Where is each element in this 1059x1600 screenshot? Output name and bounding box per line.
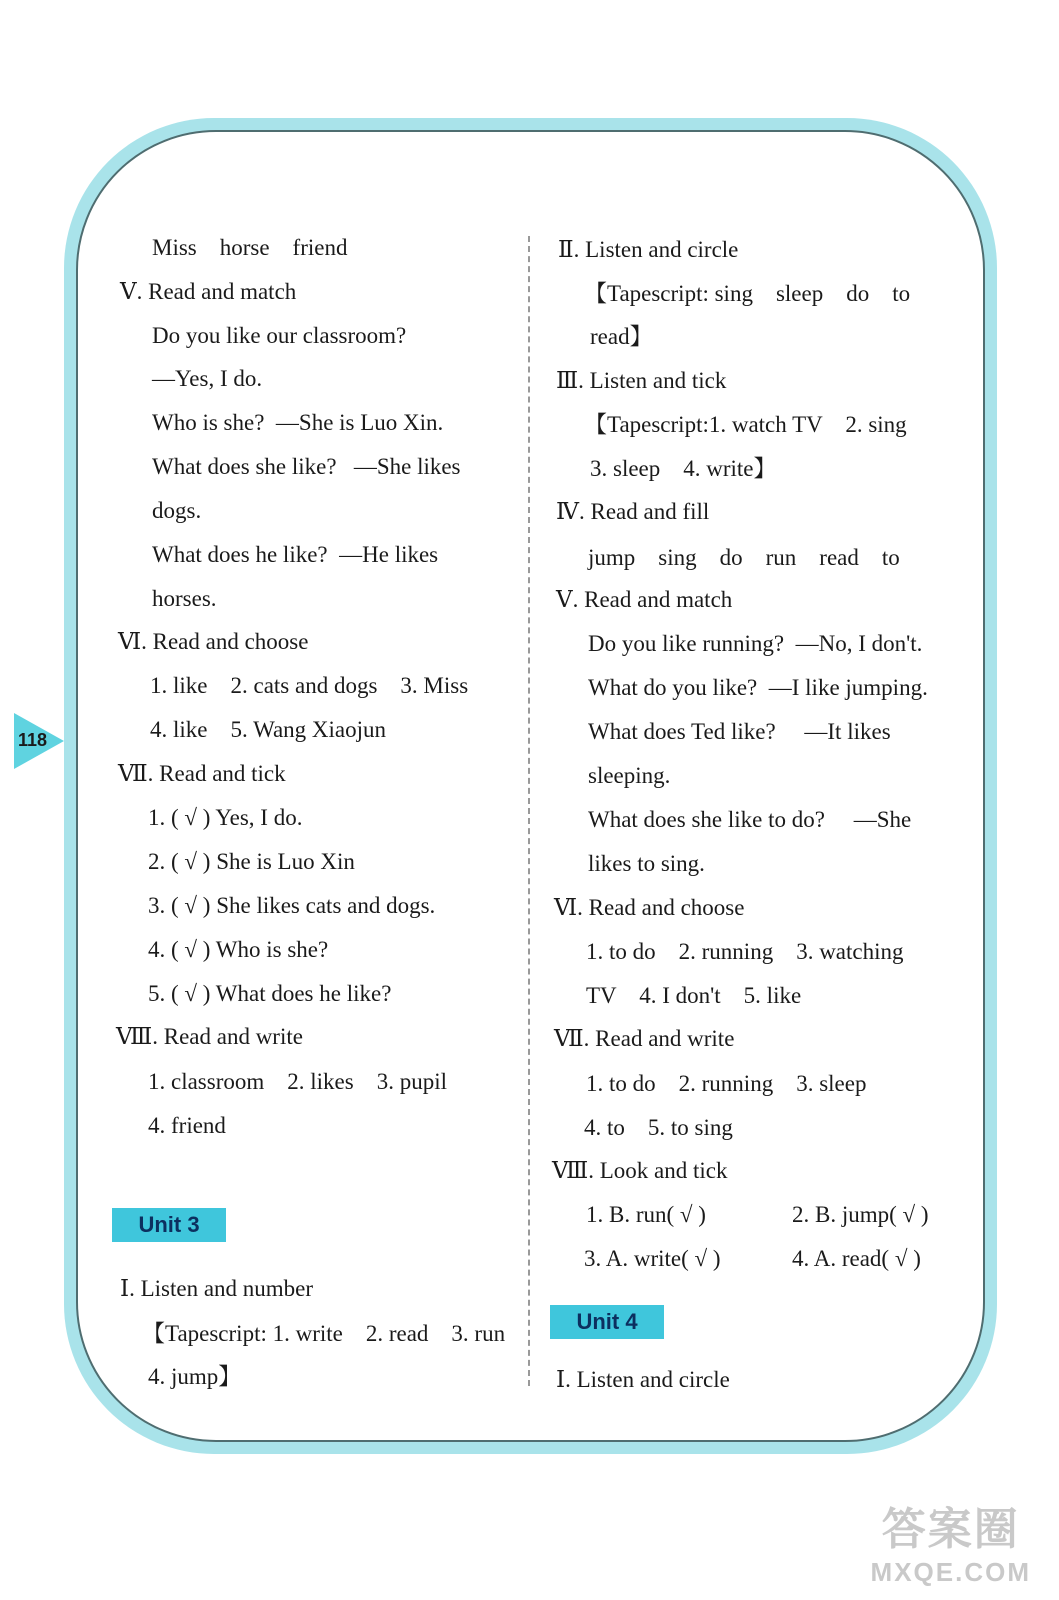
right-line: 4. to 5. to sing [584,1115,733,1140]
right-line: 2. B. jump( √ ) [792,1202,929,1227]
watermark-title: 答案圈 [881,1505,1020,1554]
page-number: 118 [18,730,48,750]
section-heading: Ⅲ. Listen and tick [556,368,727,393]
right-line: Do you like running? —No, I don't. [588,631,923,656]
left-line: 4. ( √ ) Who is she? [148,937,329,962]
left-line: What does he like? —He likes [152,542,439,567]
left-line: 4. friend [148,1113,226,1138]
section-heading: Ⅰ. Listen and circle [556,1367,730,1392]
watermark-url: MXQE.COM [870,1557,1031,1587]
section-heading: Ⅱ. Listen and circle [558,237,739,262]
section-heading: Ⅴ. Read and match [120,279,297,304]
right-line: What does she like to do? —She [588,807,912,832]
right-line: likes to sing. [588,851,705,876]
right-line: 3. A. write( √ ) [584,1246,721,1271]
left-line: 4. jump】 [148,1364,242,1389]
right-line: TV 4. I don't 5. like [586,983,802,1008]
section-heading: Ⅰ. Listen and number [120,1276,314,1301]
section-heading: Ⅵ. Read and choose [118,629,309,654]
section-heading: Ⅵ. Read and choose [554,895,745,920]
right-line: sleeping. [588,763,671,788]
section-heading: Ⅳ. Read and fill [556,499,710,524]
right-line: jump sing do run read to [588,545,900,570]
right-line: 4. A. read( √ ) [792,1246,921,1271]
left-line: 1. ( √ ) Yes, I do. [148,805,303,830]
unit-badge: Unit 3 [112,1208,226,1242]
right-line: 【Tapescript: sing sleep do to [584,281,911,306]
left-line: Who is she? —She is Luo Xin. [152,410,444,435]
unit-badge: Unit 4 [550,1305,664,1339]
left-line: 【Tapescript: 1. write 2. read 3. run [142,1321,506,1346]
left-line: Do you like our classroom? [152,323,407,348]
right-line: 3. sleep 4. write】 [590,456,777,481]
left-line: 4. like 5. Wang Xiaojun [150,717,386,742]
left-line: —Yes, I do. [152,366,263,391]
left-line: Miss horse friend [152,235,348,260]
watermark-logo [871,1493,1031,1588]
left-line: 3. ( √ ) She likes cats and dogs. [148,893,436,918]
column-divider [528,236,530,1386]
right-line: 1. B. run( √ ) [586,1202,706,1227]
right-line: 【Tapescript:1. watch TV 2. sing [584,412,907,437]
section-heading: Ⅷ. Look and tick [552,1158,728,1183]
left-line: 2. ( √ ) She is Luo Xin [148,849,355,874]
left-line: What does she like? —She likes [152,454,461,479]
left-line: 5. ( √ ) What does he like? [148,981,392,1006]
right-line: What does Ted like? —It likes [588,719,891,744]
right-line: What do you like? —I like jumping. [588,675,928,700]
left-line: horses. [152,586,217,611]
section-heading: Ⅶ. Read and tick [118,761,286,786]
right-line: 1. to do 2. running 3. watching [586,939,904,964]
right-line: read】 [590,324,653,349]
section-heading: Ⅴ. Read and match [556,587,733,612]
left-line: 1. classroom 2. likes 3. pupil [148,1069,447,1094]
section-heading: Ⅶ. Read and write [554,1026,735,1051]
left-line: 1. like 2. cats and dogs 3. Miss [150,673,469,698]
section-heading: Ⅷ. Read and write [116,1024,303,1049]
right-line: 1. to do 2. running 3. sleep [586,1071,867,1096]
left-line: dogs. [152,498,202,523]
